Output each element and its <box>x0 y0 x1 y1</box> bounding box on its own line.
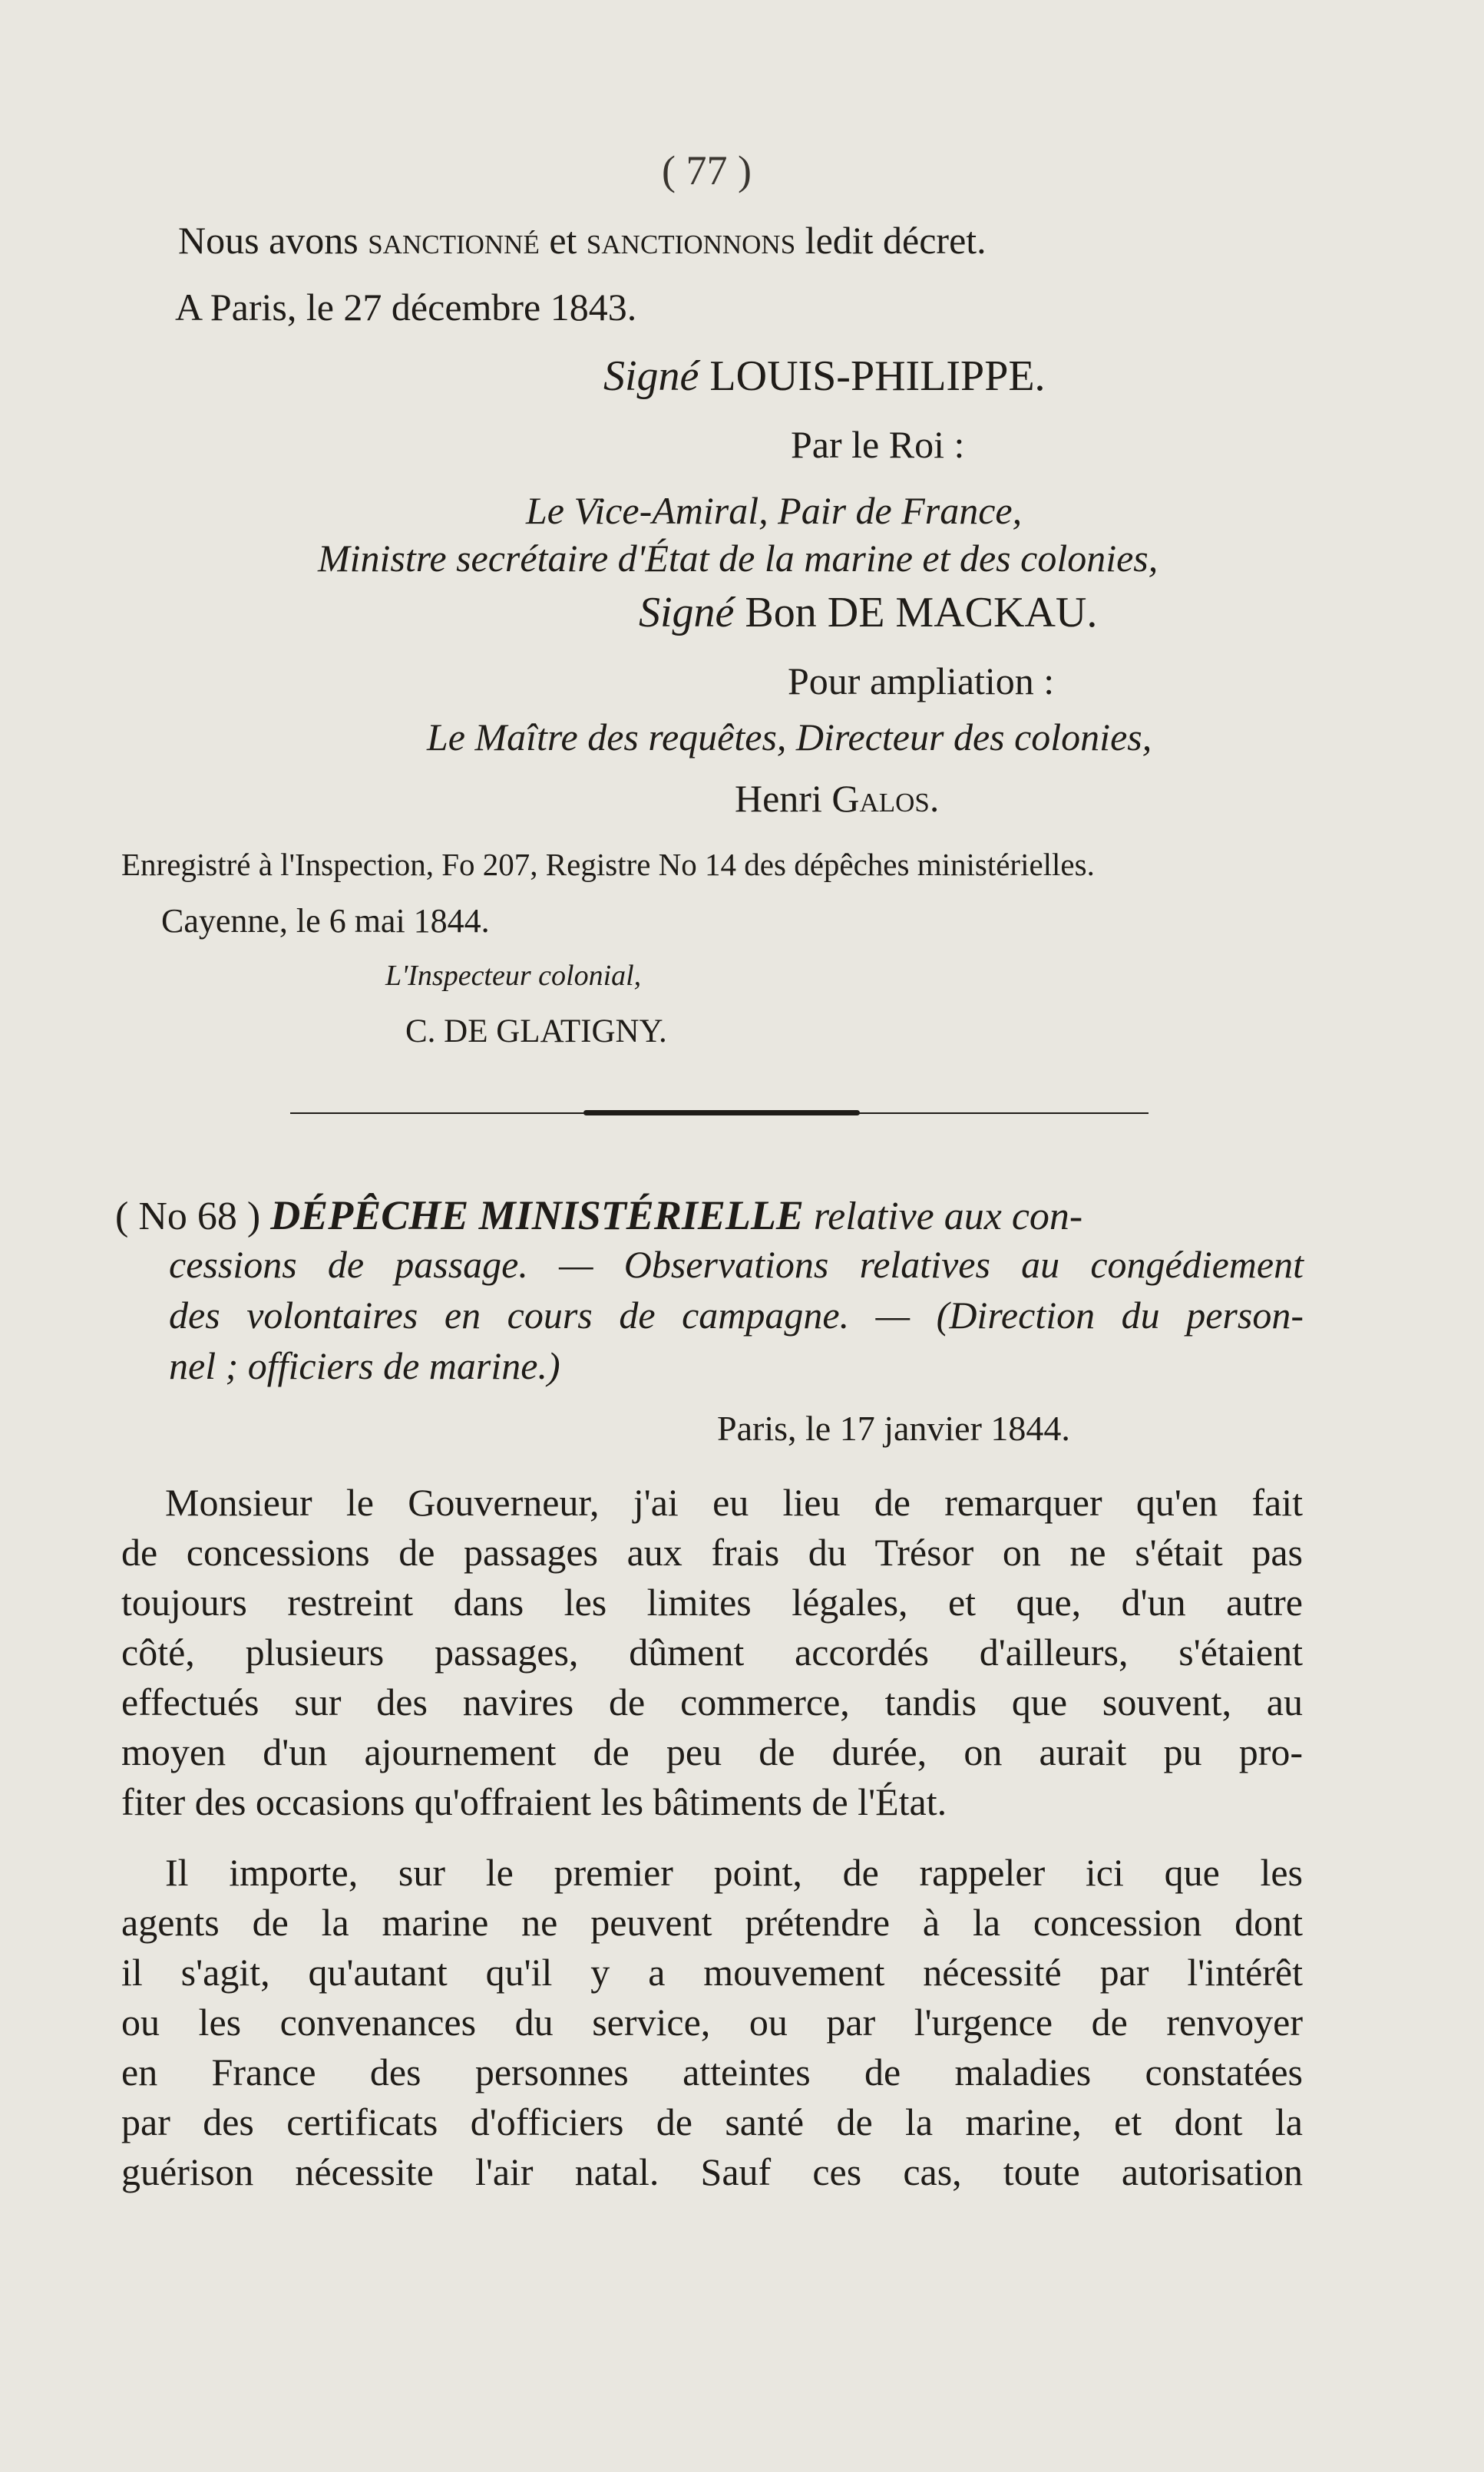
director-title: Le Maître des requêtes, Directeur des colonies, <box>427 715 1152 758</box>
para1-line-4: côté, plusieurs passages, dûment accordés d'ailleurs, s'étaient <box>121 1631 1303 1674</box>
para1-line-3: toujours restreint dans les limites légales, et que, d'un autre <box>121 1581 1303 1624</box>
para1-line-5: effectués sur des navires de commerce, tandis que souvent, au <box>121 1680 1303 1723</box>
separator-rule-thick <box>583 1110 860 1115</box>
para1-line-6: moyen d'un ajournement de peu de durée, on aurait pu pro- <box>121 1730 1303 1773</box>
sanction-line <box>178 219 987 262</box>
cayenne-date: Cayenne, le 6 mai 1844. <box>161 902 490 940</box>
depeche-number: ( No 68 ) <box>115 1195 261 1238</box>
para1-line-7: fiter des occasions qu'offraient les bâtiments de l'État. <box>121 1780 947 1823</box>
para2-line-2: agents de la marine ne peuvent prétendre à la concession dont <box>121 1901 1303 1944</box>
para2-line-1: Il importe, sur le premier point, de rappeler ici que les <box>165 1851 1303 1894</box>
minister-title-1: Le Vice-Amiral, Pair de France, <box>526 489 1023 532</box>
ampliation: Pour ampliation : <box>788 659 1055 702</box>
director-last: Galos. <box>831 777 940 820</box>
inspector-name: C. DE GLATIGNY. <box>405 1013 667 1049</box>
para2-line-4: ou les convenances du service, ou par l'urgence de renvoyer <box>121 2001 1303 2044</box>
para2-line-7: guérison nécessite l'air natal. Sauf ces cas, toute autorisation <box>121 2150 1303 2193</box>
para2-line-5: en France des personnes atteintes de maladies constatées <box>121 2051 1303 2094</box>
page-number: ( 77 ) <box>662 147 752 193</box>
director-name <box>735 779 939 818</box>
depeche-heading-1 <box>115 1192 1083 1238</box>
sanction-word-2: sanctionné <box>368 219 540 262</box>
king-signature <box>603 352 1046 400</box>
minister-name: DE MACKAU. <box>827 589 1098 636</box>
sanction-word-5: ledit décret. <box>805 219 987 262</box>
depeche-title: DÉPÊCHE MINISTÉRIELLE <box>270 1192 804 1238</box>
minister-baron: Bon <box>745 589 817 636</box>
depeche-heading-1-rest: relative aux con- <box>813 1195 1083 1238</box>
minister-title-2: Ministre secrétaire d'État de la marine et des colonies, <box>318 537 1158 580</box>
depeche-heading-2: cessions de passage. — Observations relatives au congédiement <box>169 1243 1304 1286</box>
inspector-title: L'Inspecteur colonial, <box>385 960 642 992</box>
para1-line-1: Monsieur le Gouverneur, j'ai eu lieu de remarquer qu'en fait <box>165 1481 1303 1524</box>
minister-signed-label: Signé <box>639 589 735 636</box>
sanction-word-1: Nous avons <box>178 219 359 262</box>
depeche-date: Paris, le 17 janvier 1844. <box>717 1409 1070 1448</box>
depeche-heading-4: nel ; officiers de marine.) <box>169 1344 560 1387</box>
depeche-heading-3: des volontaires en cours de campagne. — (Direction du person- <box>169 1294 1304 1337</box>
sanction-word-3: et <box>549 219 577 262</box>
sanction-word-4: sanctionnons <box>586 219 796 262</box>
registration: Enregistré à l'Inspection, Fo 207, Registre No 14 des dépêches ministérielles. <box>121 847 1095 882</box>
para1-line-2: de concessions de passages aux frais du Trésor on ne s'était pas <box>121 1531 1303 1574</box>
king-name: LOUIS-PHILIPPE. <box>709 352 1046 400</box>
para2-line-3: il s'agit, qu'autant qu'il y a mouvement nécessité par l'intérêt <box>121 1951 1303 1994</box>
para2-line-6: par des certificats d'officiers de santé de la marine, et dont la <box>121 2100 1303 2143</box>
par-le-roi: Par le Roi : <box>791 423 965 466</box>
decree-place-date: A Paris, le 27 décembre 1843. <box>175 286 637 329</box>
director-first: Henri <box>735 777 822 820</box>
minister-signature <box>639 591 1097 634</box>
signed-label: Signé <box>603 352 699 400</box>
